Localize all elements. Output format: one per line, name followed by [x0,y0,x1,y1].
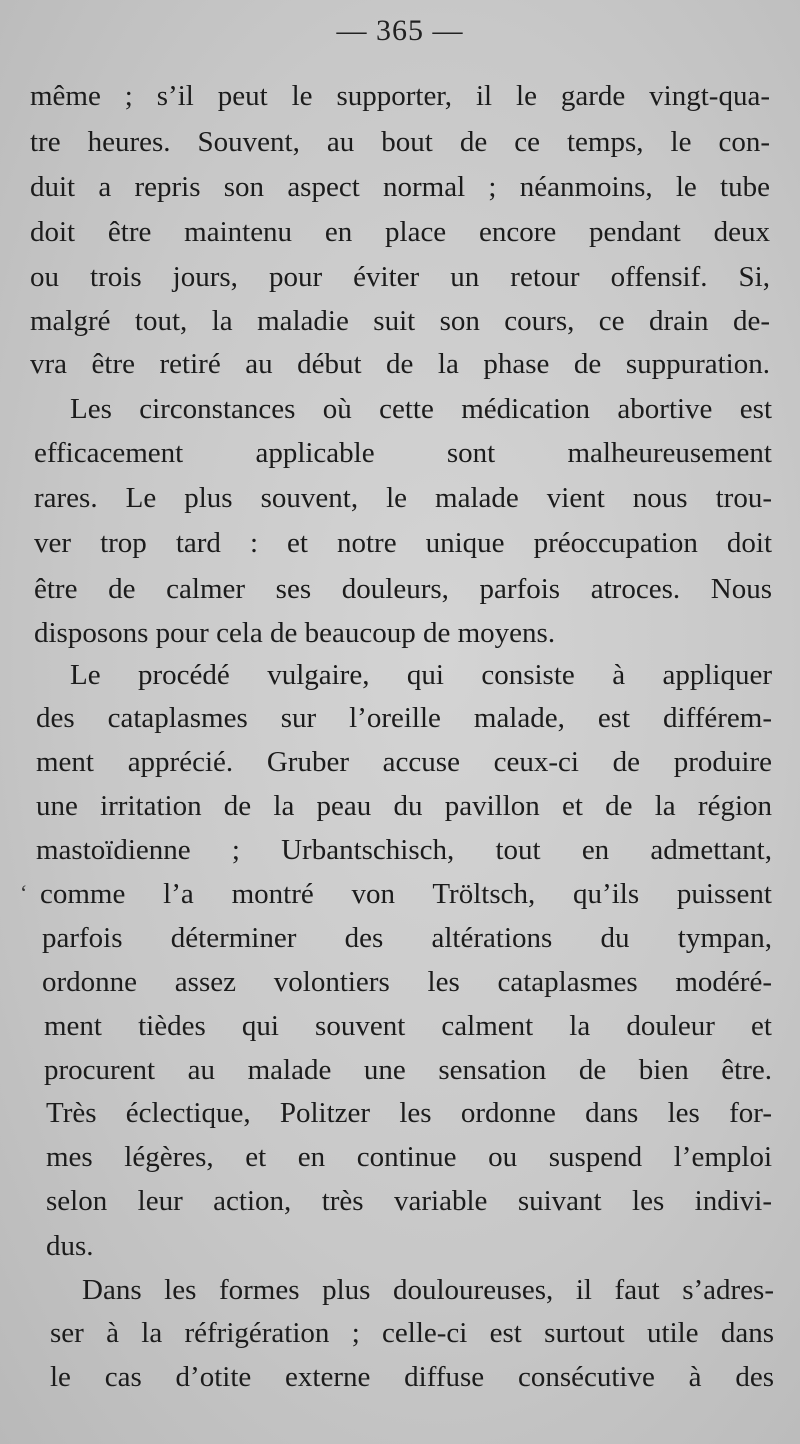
text-line: parfois déterminer des altérations du tympan, [42,922,772,954]
text-line: même ; s’il peut le supporter, il le garde vingt-qua- [30,80,770,112]
text-line: selon leur action, très variable suivant les indivi- [46,1185,772,1217]
text-line: ver trop tard : et notre unique préoccupation doit [34,527,772,559]
text-line: une irritation de la peau du pavillon et de la région [36,790,772,822]
text-line: ordonne assez volontiers les cataplasmes modéré- [42,966,772,998]
text-line: malgré tout, la maladie suit son cours, ce drain de- [30,305,770,337]
page-number: — 365 — [336,14,464,47]
text-line: Dans les formes plus douloureuses, il faut s’adres- [82,1274,774,1306]
text-line: mes légères, et en continue ou suspend l’emploi [46,1141,772,1173]
text-line: être de calmer ses douleurs, parfois atroces. Nous [34,573,772,605]
text-line: disposons pour cela de beaucoup de moyens. [34,617,556,649]
text-line: duit a repris son aspect normal ; néanmoins, le tube [30,171,770,203]
text-line: comme l’a montré von Tröltsch, qu’ils puissent [40,878,772,910]
text-line: ment tièdes qui souvent calment la douleur et [44,1010,772,1042]
text-line: tre heures. Souvent, au bout de ce temps, le con- [30,126,770,158]
text-line: doit être maintenu en place encore pendant deux [30,216,770,248]
text-line: Les circonstances où cette médication abortive est [70,393,772,425]
margin-mark: ‘ [20,880,28,905]
text-line: ser à la réfrigération ; celle-ci est surtout utile dans [50,1317,774,1349]
text-line: dus. [46,1230,94,1262]
text-line: rares. Le plus souvent, le malade vient nous trou- [34,482,772,514]
text-line: procurent au malade une sensation de bien être. [44,1054,772,1086]
text-line: Le procédé vulgaire, qui consiste à appliquer [70,659,772,691]
text-line: des cataplasmes sur l’oreille malade, est différem- [36,702,772,734]
text-line: ou trois jours, pour éviter un retour offensif. Si, [30,261,770,293]
text-line: efficacement applicable sont malheureusement [34,437,772,469]
text-line: ment apprécié. Gruber accuse ceux-ci de produire [36,746,772,778]
text-line: le cas d’otite externe diffuse consécutive à des [50,1361,774,1393]
text-line: Très éclectique, Politzer les ordonne dans les for- [46,1097,772,1129]
text-line: vra être retiré au début de la phase de suppuration. [30,348,770,380]
text-line: mastoïdienne ; Urbantschisch, tout en admettant, [36,834,772,866]
